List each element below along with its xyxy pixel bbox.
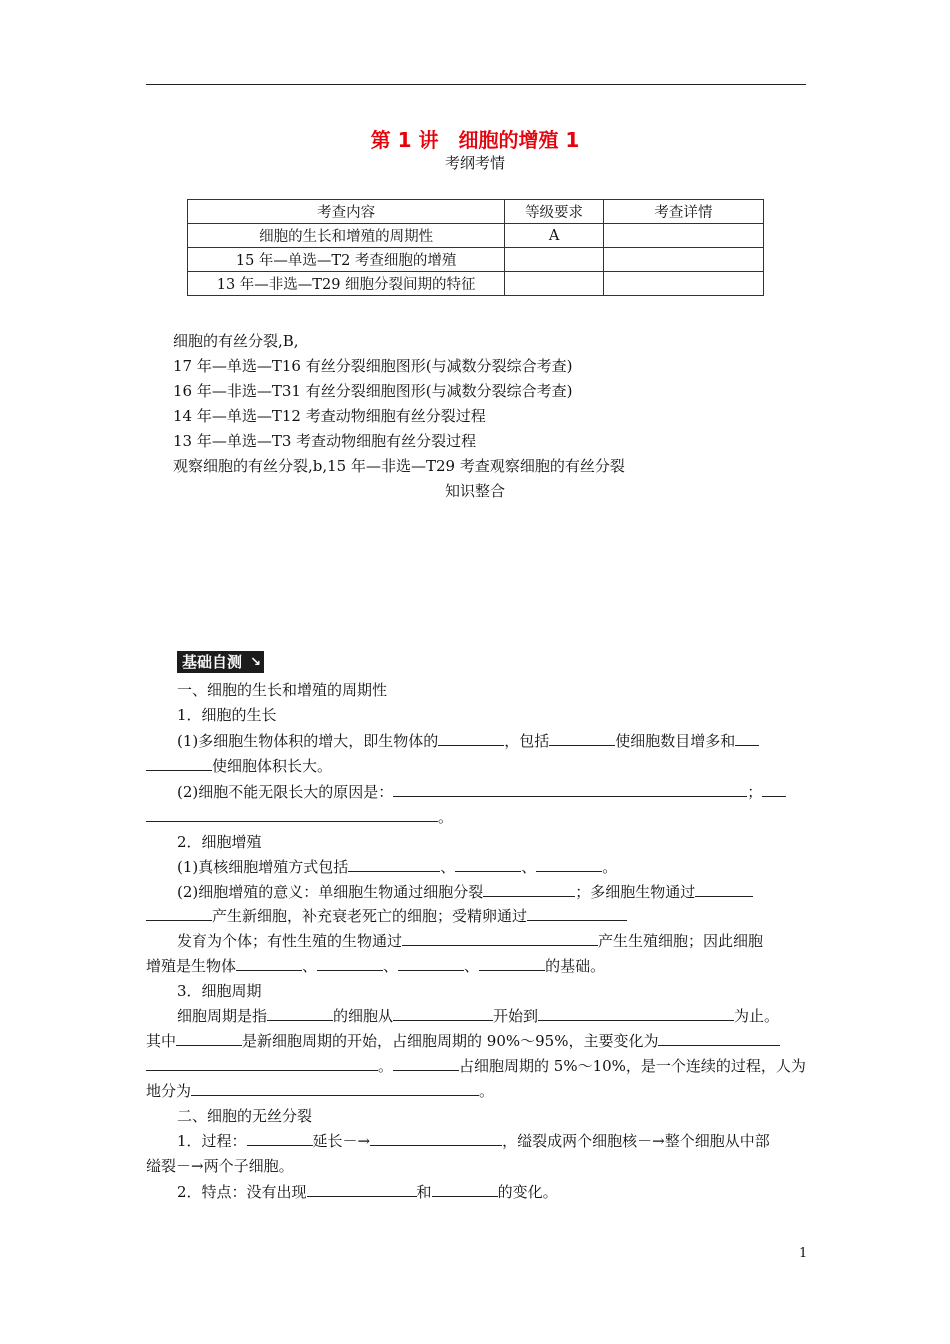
text: ； [747,783,763,801]
text: 2．特点：没有出现 [177,1183,307,1201]
text: 。 [602,858,618,876]
table-cell: 15 年—单选—T2 考查细胞的增殖 [188,248,505,272]
paragraph [177,1181,558,1202]
paragraph [177,856,617,877]
text: 。 [438,808,454,826]
fill-blank[interactable] [438,731,504,746]
outline-line: 细胞的有丝分裂,B, [173,332,299,350]
table-cell: A [505,224,604,248]
paragraph [146,955,605,976]
fill-blank[interactable] [735,731,759,746]
text: 延长－→ [312,1132,371,1150]
arrow-down-right-icon: ↘ [250,655,262,670]
fill-blank[interactable] [398,956,464,971]
table-row [188,248,764,272]
text: ；多细胞生物通过 [575,883,696,901]
paragraph [146,1080,494,1101]
paragraph [177,781,786,802]
text: 、 [302,957,318,975]
fill-blank[interactable] [393,1006,493,1021]
paragraph [146,905,627,926]
fill-blank[interactable] [538,1006,734,1021]
text: 、 [521,858,537,876]
paragraph [177,1130,770,1151]
text: 其中 [146,1032,177,1050]
fill-blank[interactable] [393,1056,459,1071]
table-header-cell: 等级要求 [505,200,604,224]
fill-blank[interactable] [483,882,575,897]
outline-line: 观察细胞的有丝分裂,b,15 年—非选—T29 考查观察细胞的有丝分裂 [173,457,625,475]
paragraph [177,930,763,951]
section-heading: 二、细胞的无丝分裂 [177,1107,313,1125]
subsection-heading: 2．细胞增殖 [177,833,262,851]
fill-blank[interactable] [146,807,438,822]
fill-blank[interactable] [247,1131,313,1146]
fill-blank[interactable] [455,857,521,872]
fill-blank[interactable] [762,782,786,797]
fill-blank[interactable] [348,857,440,872]
paragraph: 缢裂－→两个子细胞。 [146,1157,294,1175]
table-header-row [188,200,764,224]
fill-blank[interactable] [146,756,212,771]
outline-line: 17 年—单选—T16 有丝分裂细胞图形(与减数分裂综合考查) [173,357,573,375]
fill-blank[interactable] [393,782,747,797]
fill-blank[interactable] [536,857,602,872]
outline-line: 16 年—非选—T31 有丝分裂细胞图形(与减数分裂综合考查) [173,382,573,400]
subsection-heading: 1．细胞的生长 [177,706,277,724]
paragraph [177,1005,779,1026]
text: 使细胞数目增多和 [615,732,736,750]
text: 开始到 [493,1007,539,1025]
text: (1)真核细胞增殖方式包括 [177,858,349,876]
fill-blank[interactable] [432,1182,498,1197]
fill-blank[interactable] [236,956,302,971]
table-cell [603,272,763,296]
paragraph [177,730,759,751]
text: 是新细胞周期的开始，占细胞周期的 90%～95%，主要变化为 [242,1032,659,1050]
table-row [188,272,764,296]
text: 产生生殖细胞；因此细胞 [598,932,764,950]
fill-blank[interactable] [527,906,627,921]
text: 。 [378,1057,394,1075]
paragraph [146,755,332,776]
text: 发育为个体；有性生殖的生物通过 [177,932,403,950]
text: 1．过程： [177,1132,247,1150]
text: 为止。 [734,1007,780,1025]
text: (1)多细胞生物体积的增大，即生物体的 [177,732,439,750]
outline-line: 14 年—单选—T12 考查动物细胞有丝分裂过程 [173,407,486,425]
table-cell [505,248,604,272]
header-rule [146,84,806,85]
table-header-cell: 考查详情 [603,200,763,224]
fill-blank[interactable] [307,1182,417,1197]
table-cell: 细胞的生长和增殖的周期性 [188,224,505,248]
text: 的基础。 [545,957,606,975]
fill-blank[interactable] [370,1131,502,1146]
fill-blank[interactable] [191,1081,479,1096]
text: 增殖是生物体 [146,957,237,975]
fill-blank[interactable] [479,956,545,971]
text: 。 [479,1082,495,1100]
knowledge-heading: 知识整合 [444,482,505,500]
paragraph [146,1055,806,1076]
page-subtitle: 考纲考情 [444,154,505,172]
table-cell [603,248,763,272]
text: 地分为 [146,1082,192,1100]
text: 使细胞体积长大。 [212,757,333,775]
table-cell [603,224,763,248]
paragraph [146,1030,780,1051]
fill-blank[interactable] [658,1031,780,1046]
fill-blank[interactable] [146,1056,378,1071]
text: 产生新细胞，补充衰老死亡的细胞；受精卵通过 [212,907,528,925]
text: 的变化。 [497,1183,558,1201]
paragraph [177,881,753,902]
text: (2)细胞增殖的意义：单细胞生物通过细胞分裂 [177,883,484,901]
fill-blank[interactable] [402,931,598,946]
text: ，缢裂成两个细胞核－→整个细胞从中部 [502,1132,770,1150]
fill-blank[interactable] [146,906,212,921]
fill-blank[interactable] [549,731,615,746]
text: ，包括 [504,732,550,750]
table-header-cell: 考查内容 [188,200,505,224]
text: (2)细胞不能无限长大的原因是： [177,783,394,801]
badge-label: 基础自测 [182,653,243,671]
fill-blank[interactable] [176,1031,242,1046]
text: 占细胞周期的 5%～10%，是一个连续的过程，人为 [459,1057,806,1075]
fill-blank[interactable] [267,1006,333,1021]
page-title: 第 1 讲 细胞的增殖 1 [370,128,580,152]
paragraph [146,806,453,827]
section-badge [177,651,264,673]
exam-table [187,199,764,296]
text: 和 [416,1183,432,1201]
table-row [188,224,764,248]
text: 、 [383,957,399,975]
table-cell: 13 年—非选—T29 细胞分裂间期的特征 [188,272,505,296]
subsection-heading: 3．细胞周期 [177,982,262,1000]
fill-blank[interactable] [695,882,753,897]
text: 、 [440,858,456,876]
page-number: 1 [799,1246,808,1261]
fill-blank[interactable] [317,956,383,971]
table-cell [505,272,604,296]
text: 、 [464,957,480,975]
section-heading: 一、细胞的生长和增殖的周期性 [177,681,388,699]
text: 细胞周期是指 [177,1007,268,1025]
outline-line: 13 年—单选—T3 考查动物细胞有丝分裂过程 [173,432,477,450]
text: 的细胞从 [333,1007,394,1025]
